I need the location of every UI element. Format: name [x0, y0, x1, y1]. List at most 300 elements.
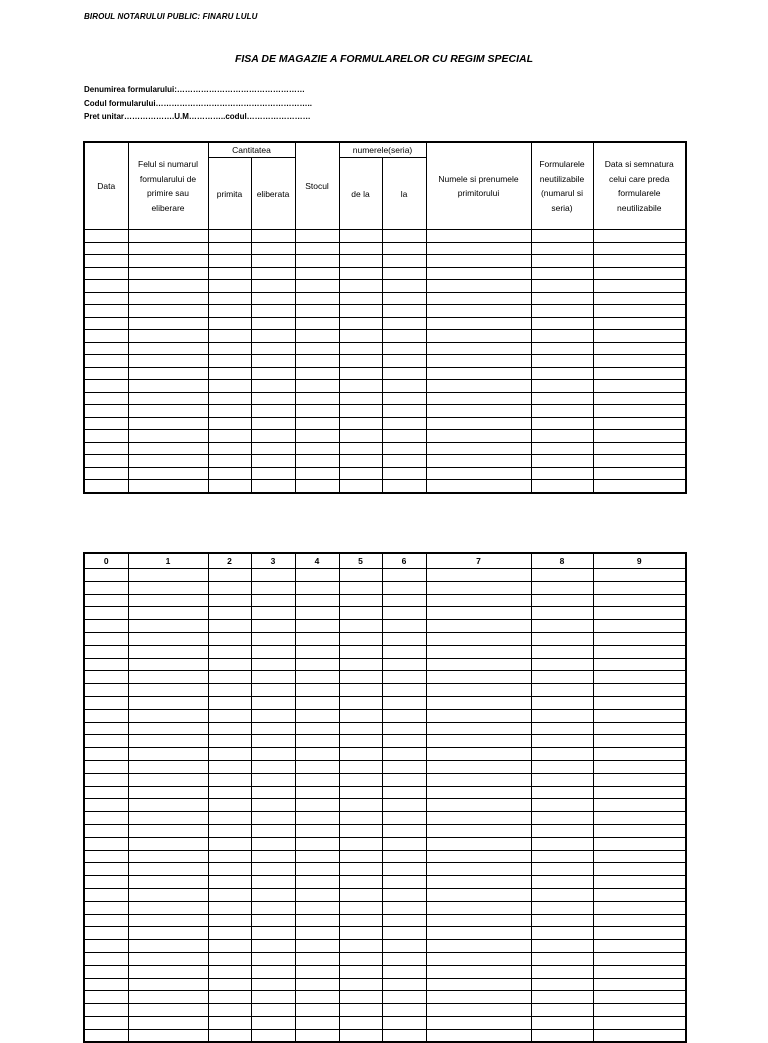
table-cell [128, 330, 208, 343]
table-cell [295, 392, 339, 405]
table-cell [251, 355, 295, 368]
table-cell [128, 355, 208, 368]
table-cell [295, 812, 339, 825]
table-cell [531, 850, 593, 863]
table-cell [531, 760, 593, 773]
table-cell [593, 671, 686, 684]
table-row [84, 645, 686, 658]
table-row [84, 255, 686, 268]
table-cell [295, 455, 339, 468]
column-number-5: 5 [339, 553, 382, 569]
table-cell [382, 467, 426, 480]
header-felul: Felul si numarul formularului de primire sau eliberare [128, 142, 208, 230]
table-row [84, 991, 686, 1004]
table-cell [295, 965, 339, 978]
table-cell [426, 952, 531, 965]
table-cell [426, 799, 531, 812]
table-cell [84, 480, 128, 493]
table-cell [251, 940, 295, 953]
table-cell [382, 863, 426, 876]
field-pret: Pret unitar……………….U.M…………..codul…………………… [84, 112, 311, 121]
table-cell [208, 863, 251, 876]
table-cell [531, 684, 593, 697]
table-cell [208, 367, 251, 380]
table-cell [339, 255, 382, 268]
table-cell [339, 1004, 382, 1017]
table-cell [426, 991, 531, 1004]
table-cell [128, 837, 208, 850]
table-cell [295, 442, 339, 455]
table-cell [426, 760, 531, 773]
table-cell [251, 773, 295, 786]
table-cell [208, 735, 251, 748]
table-cell [339, 940, 382, 953]
table-cell [339, 824, 382, 837]
table-cell [251, 292, 295, 305]
table-cell [295, 978, 339, 991]
table-cell [295, 292, 339, 305]
table-cell [251, 255, 295, 268]
table-cell [208, 965, 251, 978]
table-cell [208, 914, 251, 927]
header-formularele: Formularele neutilizabile (numarul si seria) [531, 142, 593, 230]
table-cell [208, 760, 251, 773]
table-cell [295, 888, 339, 901]
table-cell [426, 748, 531, 761]
table-cell [295, 280, 339, 293]
table-cell [295, 991, 339, 1004]
table-cell [84, 355, 128, 368]
table-cell [531, 709, 593, 722]
table-cell [339, 305, 382, 318]
table-cell [531, 812, 593, 825]
table-cell [84, 876, 128, 889]
table-cell [208, 280, 251, 293]
table-cell [295, 305, 339, 318]
table-cell [531, 1016, 593, 1029]
table-cell [295, 317, 339, 330]
table-cell [84, 569, 128, 582]
table-cell [531, 355, 593, 368]
table-cell [84, 1016, 128, 1029]
table-cell [208, 927, 251, 940]
table-cell [128, 280, 208, 293]
table-cell [84, 242, 128, 255]
header-data: Data [84, 142, 128, 230]
table-cell [382, 581, 426, 594]
table-cell [426, 1029, 531, 1042]
table-cell [128, 952, 208, 965]
table-cell [295, 330, 339, 343]
table-cell [208, 594, 251, 607]
table-cell [426, 914, 531, 927]
table-cell [426, 632, 531, 645]
table-cell [251, 684, 295, 697]
table-cell [251, 342, 295, 355]
table-cell [593, 467, 686, 480]
table-cell [295, 709, 339, 722]
table-row [84, 620, 686, 633]
table-cell [295, 824, 339, 837]
table-cell [295, 876, 339, 889]
table-cell [339, 594, 382, 607]
table-cell [84, 467, 128, 480]
table-row [84, 901, 686, 914]
table-cell [208, 380, 251, 393]
table-cell [426, 607, 531, 620]
table-cell [531, 317, 593, 330]
table-cell [531, 342, 593, 355]
table-cell [382, 684, 426, 697]
table-cell [84, 978, 128, 991]
table-row [84, 230, 686, 243]
table-row [84, 760, 686, 773]
table-row [84, 850, 686, 863]
table-cell [426, 367, 531, 380]
table-cell [128, 242, 208, 255]
table-cell [593, 991, 686, 1004]
table-cell [593, 405, 686, 418]
table-cell [593, 978, 686, 991]
table-row [84, 581, 686, 594]
table-cell [295, 242, 339, 255]
table-cell [208, 876, 251, 889]
table-cell [531, 645, 593, 658]
table-cell [251, 760, 295, 773]
table-cell [295, 267, 339, 280]
table-row [84, 317, 686, 330]
table-cell [84, 330, 128, 343]
table-cell [295, 735, 339, 748]
table-cell [382, 317, 426, 330]
table-row [84, 267, 686, 280]
table-cell [295, 417, 339, 430]
table-cell [251, 901, 295, 914]
table-cell [382, 952, 426, 965]
table-cell [128, 305, 208, 318]
table-cell [382, 978, 426, 991]
table-cell [128, 255, 208, 268]
table-row [84, 380, 686, 393]
table-cell [339, 330, 382, 343]
table-cell [84, 696, 128, 709]
table-cell [251, 305, 295, 318]
table-cell [251, 317, 295, 330]
table-cell [208, 632, 251, 645]
table-cell [251, 863, 295, 876]
table-cell [128, 978, 208, 991]
table-cell [593, 658, 686, 671]
table-cell [128, 991, 208, 1004]
table-cell [251, 607, 295, 620]
table-cell [593, 837, 686, 850]
table-cell [382, 837, 426, 850]
table-cell [531, 888, 593, 901]
table-cell [593, 799, 686, 812]
column-number-9: 9 [593, 553, 686, 569]
table-cell [531, 280, 593, 293]
table-cell [531, 467, 593, 480]
register-table-main [83, 141, 687, 494]
table-cell [593, 709, 686, 722]
table-cell [339, 1016, 382, 1029]
table-cell [593, 940, 686, 953]
table-cell [382, 480, 426, 493]
table-cell [339, 799, 382, 812]
table-row [84, 367, 686, 380]
table-cell [382, 367, 426, 380]
table-cell [531, 876, 593, 889]
table-cell [295, 569, 339, 582]
table-cell [531, 901, 593, 914]
table-cell [593, 620, 686, 633]
table-row [84, 607, 686, 620]
table-cell [339, 342, 382, 355]
table-cell [128, 748, 208, 761]
table-cell [251, 735, 295, 748]
table-cell [339, 927, 382, 940]
table-cell [251, 812, 295, 825]
table-cell [208, 991, 251, 1004]
table-cell [531, 330, 593, 343]
table-cell [339, 696, 382, 709]
table-cell [531, 255, 593, 268]
table-cell [382, 620, 426, 633]
table-cell [128, 901, 208, 914]
table-cell [208, 658, 251, 671]
table-cell [251, 467, 295, 480]
table-row [84, 722, 686, 735]
table-cell [295, 799, 339, 812]
table-cell [426, 392, 531, 405]
table-cell [593, 392, 686, 405]
table-cell [426, 850, 531, 863]
table-cell [295, 722, 339, 735]
table-cell [208, 773, 251, 786]
table-cell [382, 255, 426, 268]
table-row [84, 1029, 686, 1042]
table-row [84, 735, 686, 748]
table-cell [128, 850, 208, 863]
table-cell [382, 658, 426, 671]
table-cell [382, 722, 426, 735]
table-cell [84, 581, 128, 594]
table-cell [382, 940, 426, 953]
table-cell [84, 837, 128, 850]
table-cell [84, 430, 128, 443]
table-cell [426, 569, 531, 582]
table-cell [208, 888, 251, 901]
table-cell [84, 709, 128, 722]
table-cell [531, 442, 593, 455]
table-row [84, 392, 686, 405]
table-row [84, 330, 686, 343]
table-cell [208, 330, 251, 343]
table-cell [426, 280, 531, 293]
column-number-1: 1 [128, 553, 208, 569]
header-de-la: de la [339, 158, 382, 230]
table-cell [84, 760, 128, 773]
table-cell [531, 267, 593, 280]
table-cell [295, 901, 339, 914]
table-cell [593, 330, 686, 343]
table-cell [208, 430, 251, 443]
table-cell [382, 888, 426, 901]
table-cell [251, 1004, 295, 1017]
table-cell [295, 1016, 339, 1029]
table-cell [531, 405, 593, 418]
table-cell [251, 330, 295, 343]
table-cell [84, 952, 128, 965]
table-cell [593, 255, 686, 268]
table-cell [426, 594, 531, 607]
table-cell [426, 305, 531, 318]
table-cell [295, 645, 339, 658]
table-cell [382, 991, 426, 1004]
table-row [84, 837, 686, 850]
table-cell [531, 837, 593, 850]
table-cell [295, 837, 339, 850]
table-cell [208, 480, 251, 493]
table-cell [339, 405, 382, 418]
table-cell [295, 850, 339, 863]
table-cell [128, 824, 208, 837]
column-number-3: 3 [251, 553, 295, 569]
table-cell [128, 455, 208, 468]
table-cell [128, 380, 208, 393]
table-cell [339, 952, 382, 965]
table-cell [426, 455, 531, 468]
table-cell [208, 671, 251, 684]
table-cell [531, 940, 593, 953]
table-cell [128, 735, 208, 748]
table-row [84, 280, 686, 293]
table-cell [251, 799, 295, 812]
table-cell [128, 1004, 208, 1017]
table-cell [339, 292, 382, 305]
table-cell [84, 901, 128, 914]
table-cell [295, 405, 339, 418]
table-cell [84, 594, 128, 607]
table-cell [339, 888, 382, 901]
table-cell [208, 684, 251, 697]
table-cell [593, 645, 686, 658]
table-cell [339, 430, 382, 443]
table-cell [84, 1004, 128, 1017]
table-cell [251, 367, 295, 380]
table-cell [84, 380, 128, 393]
table-cell [84, 965, 128, 978]
table-cell [426, 255, 531, 268]
table-cell [382, 330, 426, 343]
table-cell [251, 1016, 295, 1029]
table-cell [84, 991, 128, 1004]
header-stocul: Stocul [295, 142, 339, 230]
table-cell [251, 442, 295, 455]
table-cell [426, 824, 531, 837]
table-cell [208, 901, 251, 914]
table-cell [426, 863, 531, 876]
table-cell [426, 684, 531, 697]
table-cell [382, 696, 426, 709]
table-cell [339, 392, 382, 405]
table-cell [84, 940, 128, 953]
table-cell [84, 863, 128, 876]
table-row [84, 658, 686, 671]
table-cell [128, 569, 208, 582]
table-cell [339, 607, 382, 620]
table-cell [84, 417, 128, 430]
table-cell [339, 709, 382, 722]
table-cell [339, 442, 382, 455]
table-cell [84, 786, 128, 799]
table-cell [382, 417, 426, 430]
table-cell [382, 901, 426, 914]
table-row [84, 773, 686, 786]
table-cell [339, 658, 382, 671]
table-cell [382, 342, 426, 355]
table-cell [382, 1004, 426, 1017]
table-cell [84, 367, 128, 380]
table-row [84, 442, 686, 455]
table-cell [339, 355, 382, 368]
table-cell [426, 927, 531, 940]
table-cell [251, 230, 295, 243]
table-cell [426, 709, 531, 722]
table-cell [426, 901, 531, 914]
table-cell [531, 594, 593, 607]
table-cell [426, 965, 531, 978]
header-la: la [382, 158, 426, 230]
table-cell [295, 940, 339, 953]
table-cell [531, 480, 593, 493]
table-cell [251, 748, 295, 761]
table-cell [208, 722, 251, 735]
table-cell [531, 824, 593, 837]
table-cell [339, 876, 382, 889]
table-cell [208, 748, 251, 761]
table-cell [382, 850, 426, 863]
notary-office-label: BIROUL NOTARULUI PUBLIC: FINARU LULU [84, 12, 258, 21]
table-cell [382, 773, 426, 786]
table-cell [593, 417, 686, 430]
table-cell [531, 978, 593, 991]
table-row [84, 305, 686, 318]
table-cell [251, 594, 295, 607]
table-row [84, 467, 686, 480]
table-cell [295, 467, 339, 480]
table-cell [531, 965, 593, 978]
table-cell [382, 230, 426, 243]
table-cell [339, 965, 382, 978]
table-cell [128, 632, 208, 645]
table-cell [295, 927, 339, 940]
table-cell [382, 594, 426, 607]
table-cell [426, 230, 531, 243]
column-number-2: 2 [208, 553, 251, 569]
table-row [84, 1016, 686, 1029]
table-cell [251, 645, 295, 658]
table-row [84, 480, 686, 493]
table-cell [339, 760, 382, 773]
table-cell [295, 380, 339, 393]
table-cell [339, 645, 382, 658]
table-row [84, 876, 686, 889]
table-cell [208, 978, 251, 991]
table-cell [251, 280, 295, 293]
table-cell [426, 645, 531, 658]
table-cell [593, 267, 686, 280]
